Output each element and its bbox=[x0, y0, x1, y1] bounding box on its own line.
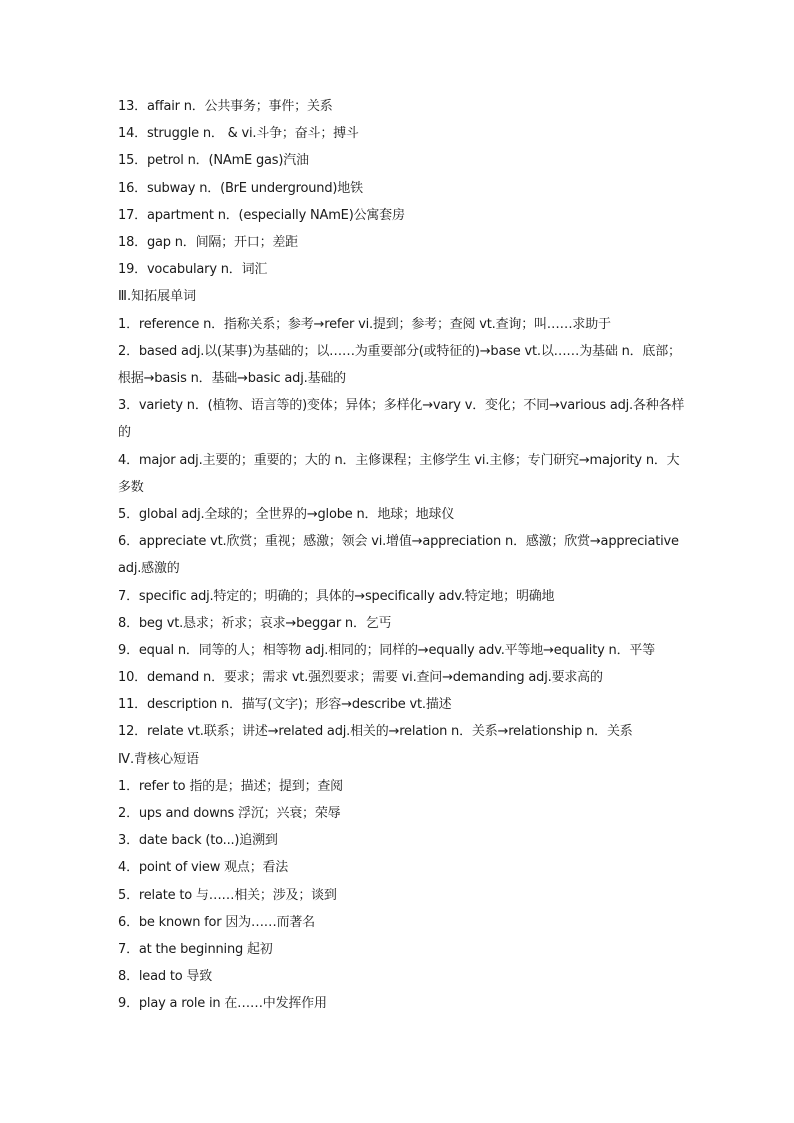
phrase-item: 7．at the beginning 起初 bbox=[118, 941, 273, 957]
expand-word-item: 1．reference n．指称关系；参考→refer vi.提到；参考；查阅 vt.查询；叫……求助于 bbox=[118, 316, 611, 332]
vocab-item: 19．vocabulary n．词汇 bbox=[118, 262, 268, 278]
expand-word-item: 3．variety n．(植物、语言等的)变体；异体；多样化→vary v．变化；不同→various adj.各种各样的 bbox=[118, 398, 685, 441]
phrase-item: 3．date back (to...)追溯到 bbox=[118, 833, 278, 849]
expand-word-item: 10．demand n．要求；需求 vt.强烈要求；需要 vi.查问→demanding adj.要求高的 bbox=[118, 670, 603, 686]
phrase-item: 1．refer to 指的是；描述；提到；查阅 bbox=[118, 778, 343, 794]
vocab-item: 15．petrol n．(NAmE gas)汽油 bbox=[118, 153, 309, 169]
vocab-item: 17．apartment n．(especially NAmE)公寓套房 bbox=[118, 207, 405, 223]
expand-word-item: 11．description n．描写(文字)；形容→describe vt.描述 bbox=[118, 697, 452, 713]
expand-word-item: 5．global adj.全球的；全世界的→globe n．地球；地球仪 bbox=[118, 506, 455, 522]
expand-word-item: 4．major adj.主要的；重要的；大的 n．主修课程；主修学生 vi.主修；专门研究→majority n．大多数 bbox=[118, 452, 680, 495]
phrase-item: 2．ups and downs 浮沉；兴衰；荣辱 bbox=[118, 806, 341, 821]
vocab-item: 13．affair n．公共事务；事件；关系 bbox=[118, 99, 333, 114]
phrase-item: 8．lead to 导致 bbox=[118, 969, 213, 985]
section-heading-expand-words: Ⅲ.知拓展单词 bbox=[118, 289, 197, 305]
phrase-item: 5．relate to 与……相关；涉及；谈到 bbox=[118, 887, 337, 903]
phrase-item: 9．play a role in 在……中发挥作用 bbox=[118, 996, 327, 1012]
vocab-item: 16．subway n．(BrE underground)地铁 bbox=[118, 180, 363, 196]
phrase-item: 6．be known for 因为……而著名 bbox=[118, 914, 315, 930]
section-heading-core-phrases: Ⅳ.背核心短语 bbox=[118, 751, 200, 767]
expand-word-item: 9．equal n．同等的人；相等物 adj.相同的；同样的→equally adv.平等地→equality n．平等 bbox=[118, 642, 655, 658]
document-page bbox=[118, 93, 688, 1018]
expand-word-item: 12．relate vt.联系；讲述→related adj.相关的→relation n．关系→relationship n．关系 bbox=[118, 724, 633, 740]
vocab-item: 14．struggle n． & vi.斗争；奋斗；搏斗 bbox=[118, 126, 359, 142]
phrase-item: 4．point of view 观点；看法 bbox=[118, 860, 289, 876]
expand-word-item: 2．based adj.以(某事)为基础的；以……为重要部分(或特征的)→base vt.以……为基础 n．底部；根据→basis n．基础→basic adj.基础的 bbox=[118, 343, 681, 386]
expand-word-item: 8．beg vt.恳求；祈求；哀求→beggar n．乞丐 bbox=[118, 615, 392, 631]
expand-word-item: 6．appreciate vt.欣赏；重视；感激；领会 vi.增值→appreciation n．感激；欣赏→appreciative adj.感激的 bbox=[118, 534, 679, 577]
vocab-item: 18．gap n．间隔；开口；差距 bbox=[118, 234, 298, 250]
expand-word-item: 7．specific adj.特定的；明确的；具体的→specifically adv.特定地；明确地 bbox=[118, 588, 555, 604]
